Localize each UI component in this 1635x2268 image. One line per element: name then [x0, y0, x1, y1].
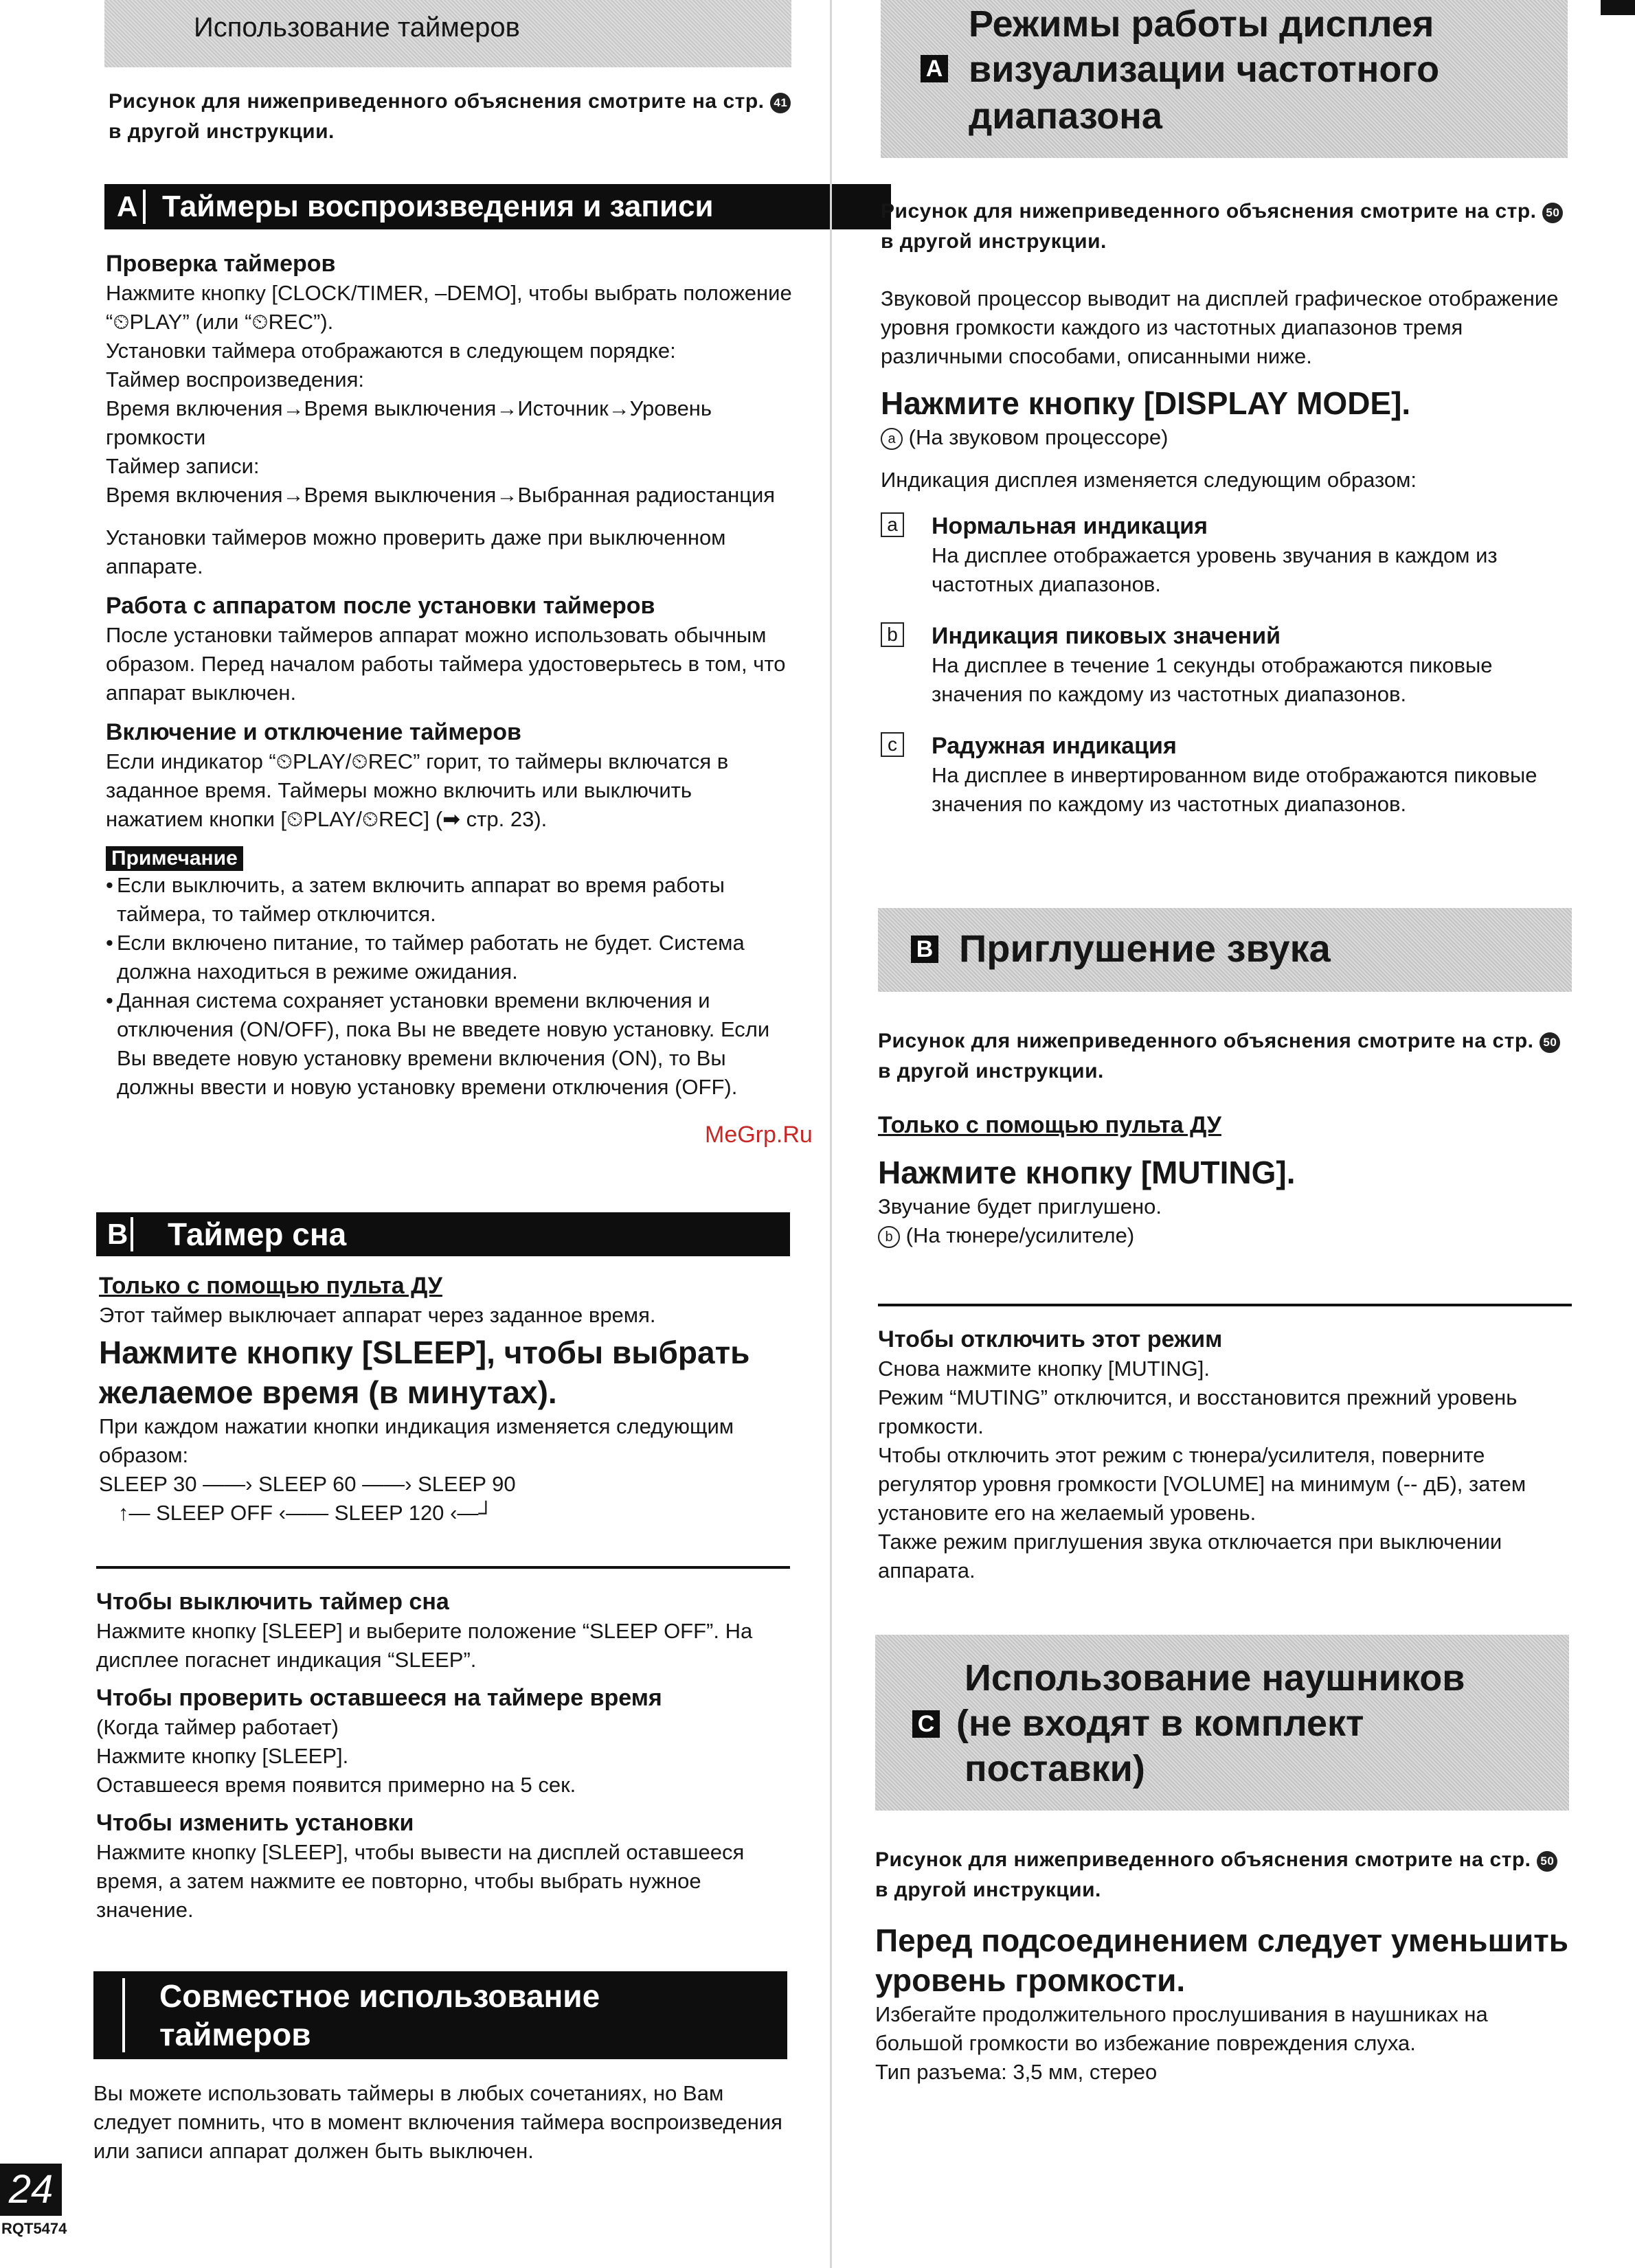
divider — [96, 1566, 790, 1569]
muting-off-body: Также режим приглушения звука отключается при выключении аппарата. — [878, 1530, 1502, 1583]
section-letter: A — [921, 55, 948, 82]
sleep-120: SLEEP 120 — [334, 1501, 444, 1525]
section-title-line1: Использование наушников — [965, 1657, 1465, 1699]
muting-off-body: Чтобы отключить этот режим с тюнера/усилителя, поверните регулятор уровня громкости [VOLUME] на минимум (-- дБ), затем установите его на желаемый уровень. — [878, 1443, 1526, 1525]
page-ref-circle: 50 — [1540, 1032, 1560, 1053]
display-mode-body — [881, 284, 1575, 819]
note-item: • Если выключить, а затем включить аппарат во время работы таймера, то таймер отключится. — [106, 871, 793, 929]
rec-label: Таймер записи: — [106, 454, 260, 478]
device-note: a (На звуковом процессоре) — [881, 423, 1575, 452]
muting-instruction: Нажмите кнопку [MUTING]. — [878, 1155, 1296, 1190]
muting-result: Звучание будет приглушено. — [878, 1194, 1162, 1218]
reference-note: Рисунок для нижеприведенного объяснения смотрите на стр. 50 в другой инструкции. — [875, 1845, 1569, 1905]
onoff-body: Если индикатор “⏲PLAY/⏲REC” горит, то таймеры включатся в заданное время. Таймеры можно включить или выключить нажатием кнопки [⏲PLAY/⏲REC] (➡ стр. 23). — [106, 749, 729, 831]
section-a-header — [104, 184, 891, 229]
note-item: • Если включено питание, то таймер работать не будет. Система должна находиться в режиме ожидания. — [106, 929, 793, 986]
headphones-instruction: Перед подсоединением следует уменьшить уровень громкости. — [875, 1923, 1569, 1998]
section-title-line2: таймеров — [159, 2017, 311, 2052]
device-mark: b — [878, 1226, 900, 1248]
display-mode-instruction: Нажмите кнопку [DISPLAY MODE]. — [881, 385, 1411, 421]
sleep-off-body: Нажмите кнопку [SLEEP] и выберите положение “SLEEP OFF”. На дисплее погаснет индикация “SLEEP”. — [96, 1619, 753, 1672]
muting-off-body: Режим “MUTING” отключится, и восстановится прежний уровень громкости. — [878, 1385, 1518, 1438]
muting-body — [878, 1110, 1572, 1250]
display-mode-section-header — [881, 0, 1568, 158]
section-b-header — [96, 1212, 790, 1256]
remaining-body: Оставшееся время появится примерно на 5 сек. — [96, 1773, 576, 1797]
headphones-body: Избегайте продолжительного прослушивания в наушниках на большой громкости во избежание повреждения слуха. — [875, 2002, 1488, 2055]
page-number: 24 — [0, 2164, 62, 2216]
section-letter: A — [117, 190, 138, 223]
section-b-body — [99, 1271, 793, 1532]
onoff-heading: Включение и отключение таймеров — [106, 719, 521, 745]
section-title: Таймер сна — [168, 1216, 347, 1252]
remaining-body: Нажмите кнопку [SLEEP]. — [96, 1744, 349, 1768]
device-note: b (На тюнере/усилителе) — [878, 1221, 1572, 1250]
order-intro: Установки таймера отображаются в следующем порядке: — [106, 339, 676, 363]
sleep-cycle-diagram — [99, 1470, 793, 1532]
page-ref-circle: 50 — [1537, 1851, 1557, 1872]
mode-mark: c — [881, 732, 904, 757]
muting-off-body: Снова нажмите кнопку [MUTING]. — [878, 1357, 1210, 1381]
section-letter-box — [921, 55, 948, 82]
divider — [878, 1304, 1572, 1306]
reference-note: Рисунок для нижеприведенного объяснения смотрите на стр. 50 в другой инструкции. — [881, 196, 1575, 257]
section-title: Приглушение звука — [959, 927, 1331, 970]
divider — [131, 1217, 133, 1251]
section-title-line2: визуализации частотного — [969, 49, 1440, 90]
mode-title: Индикация пиковых значений — [932, 623, 1281, 649]
check-heading: Проверка таймеров — [106, 251, 336, 277]
sleep-description: Этот таймер выключает аппарат через заданное время. — [99, 1303, 656, 1327]
section-letter-box — [911, 935, 938, 963]
section-title-line1: Совместное использование — [159, 1978, 600, 2014]
sleep-off-heading: Чтобы выключить таймер сна — [96, 1589, 449, 1615]
sleep-cycle-row1: SLEEP 30 ——› SLEEP 60 ——› SLEEP 90 — [99, 1472, 516, 1496]
each-press: При каждом нажатии кнопки индикация изменяется следующим образом: — [99, 1414, 734, 1467]
headphones-body — [875, 1920, 1569, 2087]
timers-section-header — [104, 0, 791, 67]
muting-section-header — [878, 908, 1572, 992]
mode-body: На дисплее отображается уровень звучания в каждом из частотных диапазонов. — [932, 543, 1498, 596]
sleep-90: SLEEP 90 — [418, 1472, 516, 1496]
mode-mark: b — [881, 622, 904, 647]
section-title-line1: Режимы работы дисплея — [969, 3, 1434, 45]
play-label: Таймер воспроизведения: — [106, 367, 365, 392]
intro: Звуковой процессор выводит на дисплей графическое отображение уровня громкости каждого из частотных диапазонов тремя различными способами, описанными ниже. — [881, 286, 1559, 368]
change-heading: Чтобы изменить установки — [96, 1810, 414, 1836]
mode-body: На дисплее в течение 1 секунды отображаются пиковые значения по каждому из частотных диапазонов. — [932, 653, 1493, 706]
mode-item — [881, 621, 1575, 709]
section-title-line3: поставки) — [965, 1748, 1145, 1789]
combined-body: Вы можете использовать таймеры в любых сочетаниях, но Вам следует помнить, что в момент включения таймера воспроизведения или записи аппарат должен быть выключен. — [93, 2081, 782, 2163]
sleep-instruction: Нажмите кнопку [SLEEP], чтобы выбрать желаемое время (в минутах). — [99, 1335, 750, 1410]
sleep-extra-body — [96, 1587, 790, 1925]
muting-off-heading: Чтобы отключить этот режим — [878, 1326, 1223, 1352]
page-ref-circle: 41 — [770, 93, 791, 113]
play-order: Время включения→Время выключения→Источник→Уровень громкости — [106, 396, 712, 449]
section-letter-box — [912, 1710, 940, 1738]
connector-type: Тип разъема: 3,5 мм, стерео — [875, 2060, 1158, 2084]
section-letter: B — [107, 1218, 128, 1250]
mode-item — [881, 731, 1575, 819]
section-title: Таймеры воспроизведения и записи — [162, 190, 714, 223]
mode-title: Радужная индикация — [932, 733, 1177, 759]
sleep-cycle-row2: ↑— SLEEP OFF ‹—— SLEEP 120 ‹—┘ — [118, 1501, 494, 1525]
section-letter: C — [912, 1710, 940, 1738]
note-item: • Данная система сохраняет установки времени включения и отключения (ON/OFF), пока Вы не введете новую установку. Если Вы введете новую установку времени включения (ON), то Вы должны ввести и новую установку времени отключения (OFF). — [106, 986, 793, 1102]
remote-only: Только с помощью пульта ДУ — [99, 1273, 442, 1299]
sleep-60: SLEEP 60 — [258, 1472, 357, 1496]
change-intro: Индикация дисплея изменяется следующим образом: — [881, 468, 1417, 492]
combined-section-header — [93, 1971, 787, 2059]
section-letter: B — [911, 935, 938, 963]
doc-code: RQT5474 — [1, 2220, 67, 2237]
section-title-line2: (не входят в комплект — [956, 1703, 1364, 1744]
remaining-body: (Когда таймер работает) — [96, 1715, 339, 1739]
divider — [122, 1978, 125, 2052]
reference-note: Рисунок для нижеприведенного объяснения смотрите на стр. 50 в другой инструкции. — [878, 1026, 1572, 1087]
mode-body: На дисплее в инвертированном виде отображаются пиковые значения по каждому из частотных диапазонов. — [932, 763, 1537, 816]
section-a-body — [106, 249, 793, 1102]
change-body: Нажмите кнопку [SLEEP], чтобы вывести на дисплей оставшееся время, а затем нажмите ее повторно, чтобы выбрать нужное значение. — [96, 1840, 745, 1922]
reference-note: Рисунок для нижеприведенного объяснения смотрите на стр. 41 в другой инструкции. — [109, 87, 792, 147]
divider — [143, 190, 146, 224]
sleep-30: SLEEP 30 — [99, 1472, 197, 1496]
check-off: Установки таймеров можно проверить даже при выключенном аппарате. — [106, 525, 726, 578]
page-ref-circle: 50 — [1542, 203, 1563, 223]
section-title: Использование таймеров — [194, 12, 520, 43]
mode-title: Нормальная индикация — [932, 513, 1208, 539]
rec-order: Время включения→Время выключения→Выбранная радиостанция — [106, 483, 776, 507]
headphones-section-header — [875, 1635, 1569, 1811]
check-body: Нажмите кнопку [CLOCK/TIMER, –DEMO], чтобы выбрать положение “⏲PLAY” (или “⏲REC”). — [106, 281, 792, 334]
section-title-line3: диапазона — [969, 95, 1162, 137]
notes-list — [106, 871, 793, 1102]
device-mark: a — [881, 428, 903, 450]
work-heading: Работа с аппаратом после установки таймеров — [106, 593, 655, 619]
note-label: Примечание — [106, 846, 243, 871]
muting-off-body — [878, 1324, 1572, 1585]
watermark: MeGrp.Ru — [705, 1122, 813, 1148]
remote-only: Только с помощью пульта ДУ — [878, 1112, 1221, 1138]
remaining-heading: Чтобы проверить оставшееся на таймере время — [96, 1685, 662, 1711]
mode-mark: a — [881, 512, 904, 537]
column-divider — [830, 0, 832, 2268]
sleep-off: SLEEP OFF — [156, 1501, 273, 1525]
work-body: После установки таймеров аппарат можно использовать обычным образом. Перед началом работы таймера удостоверьтесь в том, что аппарат выключен. — [106, 623, 786, 705]
corner-mark — [1601, 0, 1635, 15]
mode-item — [881, 511, 1575, 599]
